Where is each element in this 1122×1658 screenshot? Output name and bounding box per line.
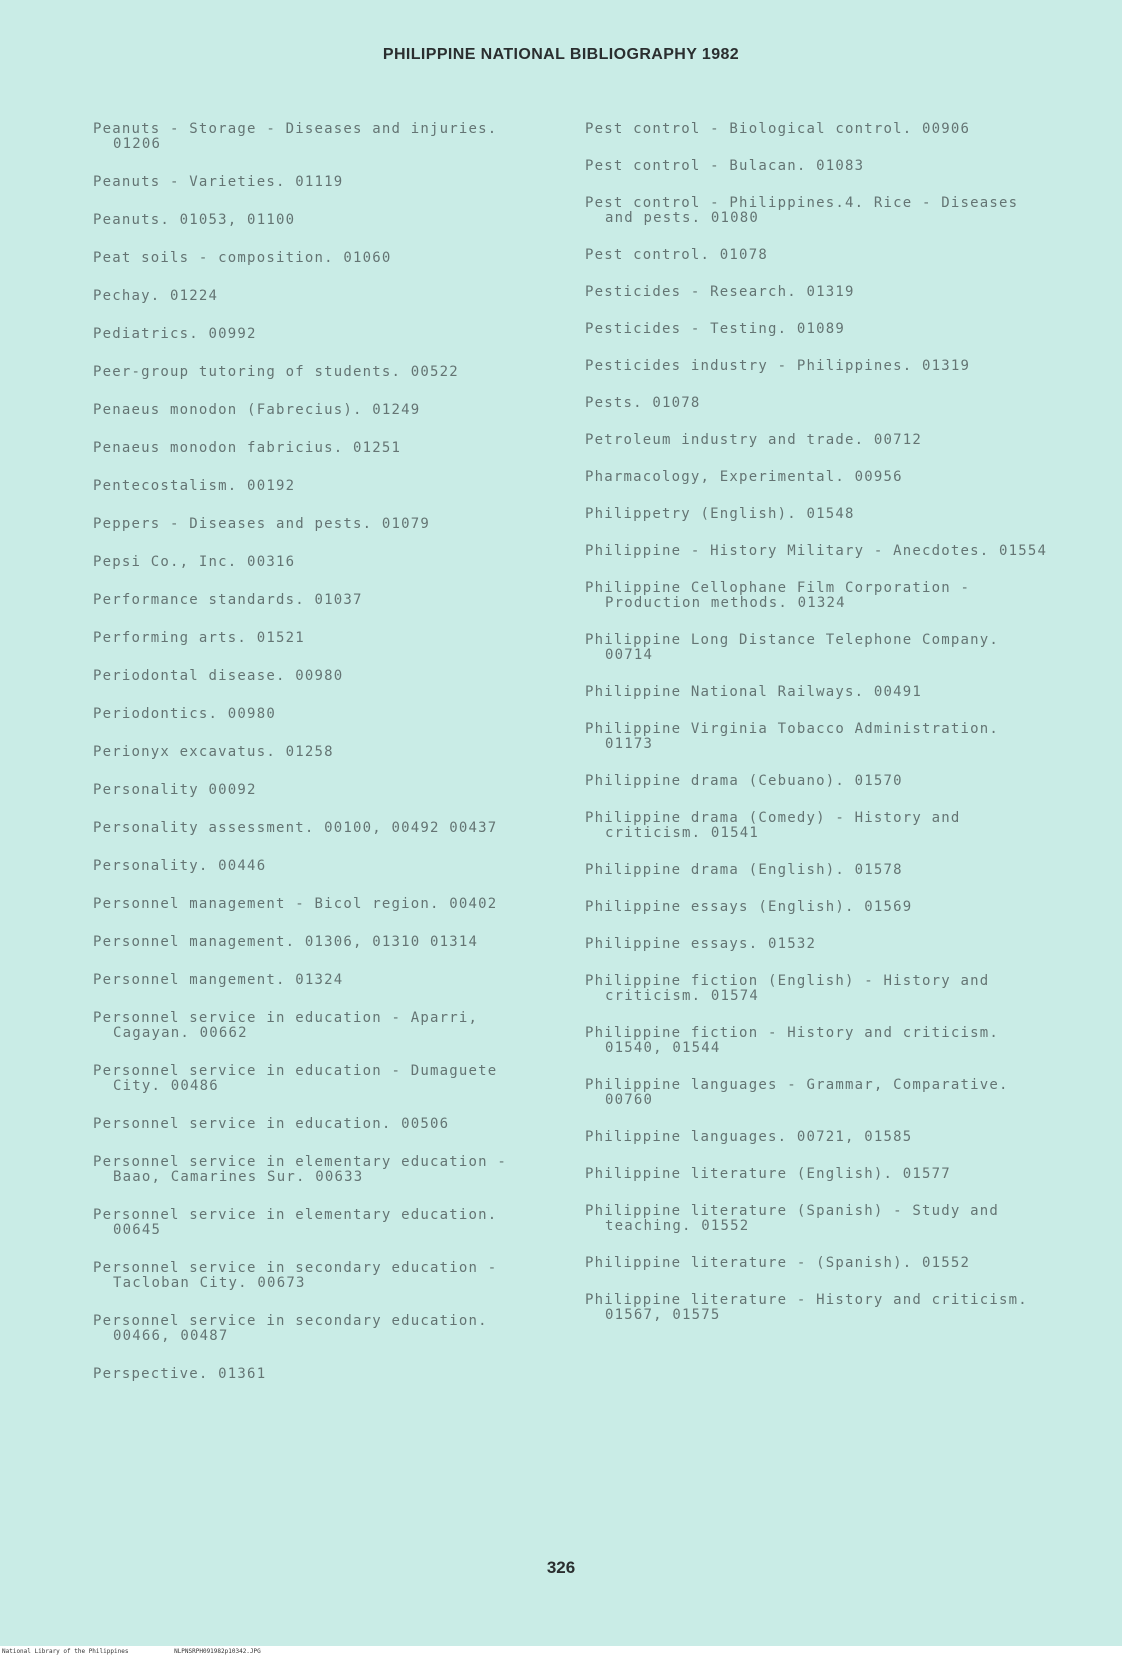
index-entry: Peanuts - Varieties. 01119 (93, 174, 344, 190)
index-entry: Philippine literature - (Spanish). 01552 (585, 1255, 971, 1271)
index-entry: Pest control - Philippines.4. Rice - Diseases and pests. 01080 (585, 195, 1019, 226)
index-entry: Philippine literature (Spanish) - Study and teaching. 01552 (585, 1203, 1000, 1234)
index-entry: Personnel service in education. 00506 (93, 1116, 450, 1132)
index-entry: Pechay. 01224 (93, 288, 219, 304)
index-entry: Philippetry (English). 01548 (585, 506, 855, 522)
index-entry: Perspective. 01361 (93, 1366, 267, 1382)
index-entry: Philippine languages - Grammar, Comparative. 00760 (585, 1077, 1009, 1108)
index-entry: Pentecostalism. 00192 (93, 478, 296, 494)
index-entry: Pest control - Bulacan. 01083 (585, 158, 865, 174)
index-entry: Peat soils - composition. 01060 (93, 250, 392, 266)
index-entry: Philippine fiction - History and criticism. 01540, 01544 (585, 1025, 1000, 1056)
index-entry: Personnel management - Bicol region. 00402 (93, 896, 498, 912)
index-entry: Pesticides - Research. 01319 (585, 284, 855, 300)
index-entry: Philippine languages. 00721, 01585 (585, 1129, 913, 1145)
index-entry: Philippine Virginia Tobacco Administration. 01173 (585, 721, 1000, 752)
index-entry: Personnel service in elementary education. 00645 (93, 1207, 498, 1238)
index-entry: Philippine literature - History and criticism. 01567, 01575 (585, 1292, 1028, 1323)
index-entry: Personnel service in education - Aparri, Cagayan. 00662 (93, 1010, 479, 1041)
index-entry: Penaeus monodon fabricius. 01251 (93, 440, 402, 456)
index-entry: Peppers - Diseases and pests. 01079 (93, 516, 431, 532)
index-entry: Philippine essays. 01532 (585, 936, 817, 952)
scan-footer (0, 1646, 1122, 1658)
index-entry: Philippine - History Military - Anecdotes. 01554 (585, 543, 1048, 559)
index-entry: Philippine literature (English). 01577 (585, 1166, 951, 1182)
index-entry: Peer-group tutoring of students. 00522 (93, 364, 459, 380)
index-entry: Pests. 01078 (585, 395, 701, 411)
scan-source: National Library of the Philippines (2, 1648, 129, 1655)
index-entry: Philippine fiction (English) - History and criticism. 01574 (585, 973, 990, 1004)
index-column-right (585, 122, 1055, 1345)
index-entry: Personnel mangement. 01324 (93, 972, 344, 988)
index-entry: Performing arts. 01521 (93, 630, 305, 646)
index-entry: Philippine drama (English). 01578 (585, 862, 903, 878)
index-entry: Pest control. 01078 (585, 247, 768, 263)
index-entry: Philippine Cellophane Film Corporation - Production methods. 01324 (585, 580, 971, 611)
page-title: PHILIPPINE NATIONAL BIBLIOGRAPHY 1982 (382, 46, 740, 63)
index-entry: Pest control - Biological control. 00906 (585, 121, 971, 137)
index-entry: Peanuts - Storage - Diseases and injuries. 01206 (93, 121, 498, 152)
index-entry: Periodontics. 00980 (93, 706, 276, 722)
index-entry: Peanuts. 01053, 01100 (93, 212, 296, 228)
index-column-left (93, 122, 553, 1405)
index-entry: Pediatrics. 00992 (93, 326, 257, 342)
index-entry: Personnel service in secondary education. 00466, 00487 (93, 1313, 488, 1344)
index-entry: Philippine drama (Cebuano). 01570 (585, 773, 903, 789)
index-entry: Personnel management. 01306, 01310 01314 (93, 934, 479, 950)
index-entry: Personality assessment. 00100, 00492 00437 (93, 820, 498, 836)
index-entry: Pharmacology, Experimental. 00956 (585, 469, 903, 485)
index-entry: Personnel service in education - Dumaguete City. 00486 (93, 1063, 498, 1094)
index-entry: Pepsi Co., Inc. 00316 (93, 554, 296, 570)
index-entry: Personnel service in elementary education - Baao, Camarines Sur. 00633 (93, 1154, 508, 1185)
index-entry: Philippine essays (English). 01569 (585, 899, 913, 915)
index-entry: Personality. 00446 (93, 858, 267, 874)
scan-filename: NLPNSRPH091982p10342.JPG (174, 1648, 261, 1655)
index-entry: Pesticides industry - Philippines. 01319 (585, 358, 971, 374)
index-entry: Personality 00092 (93, 782, 257, 798)
index-entry: Petroleum industry and trade. 00712 (585, 432, 923, 448)
index-entry: Pesticides - Testing. 01089 (585, 321, 845, 337)
index-entry: Periodontal disease. 00980 (93, 668, 344, 684)
index-entry: Perionyx excavatus. 01258 (93, 744, 334, 760)
index-entry: Personnel service in secondary education - Tacloban City. 00673 (93, 1260, 498, 1291)
index-entry: Philippine National Railways. 00491 (585, 684, 923, 700)
index-entry: Philippine Long Distance Telephone Company. 00714 (585, 632, 1000, 663)
index-entry: Philippine drama (Comedy) - History and criticism. 01541 (585, 810, 961, 841)
page-number: 326 (546, 1558, 576, 1577)
index-entry: Penaeus monodon (Fabrecius). 01249 (93, 402, 421, 418)
index-entry: Performance standards. 01037 (93, 592, 363, 608)
